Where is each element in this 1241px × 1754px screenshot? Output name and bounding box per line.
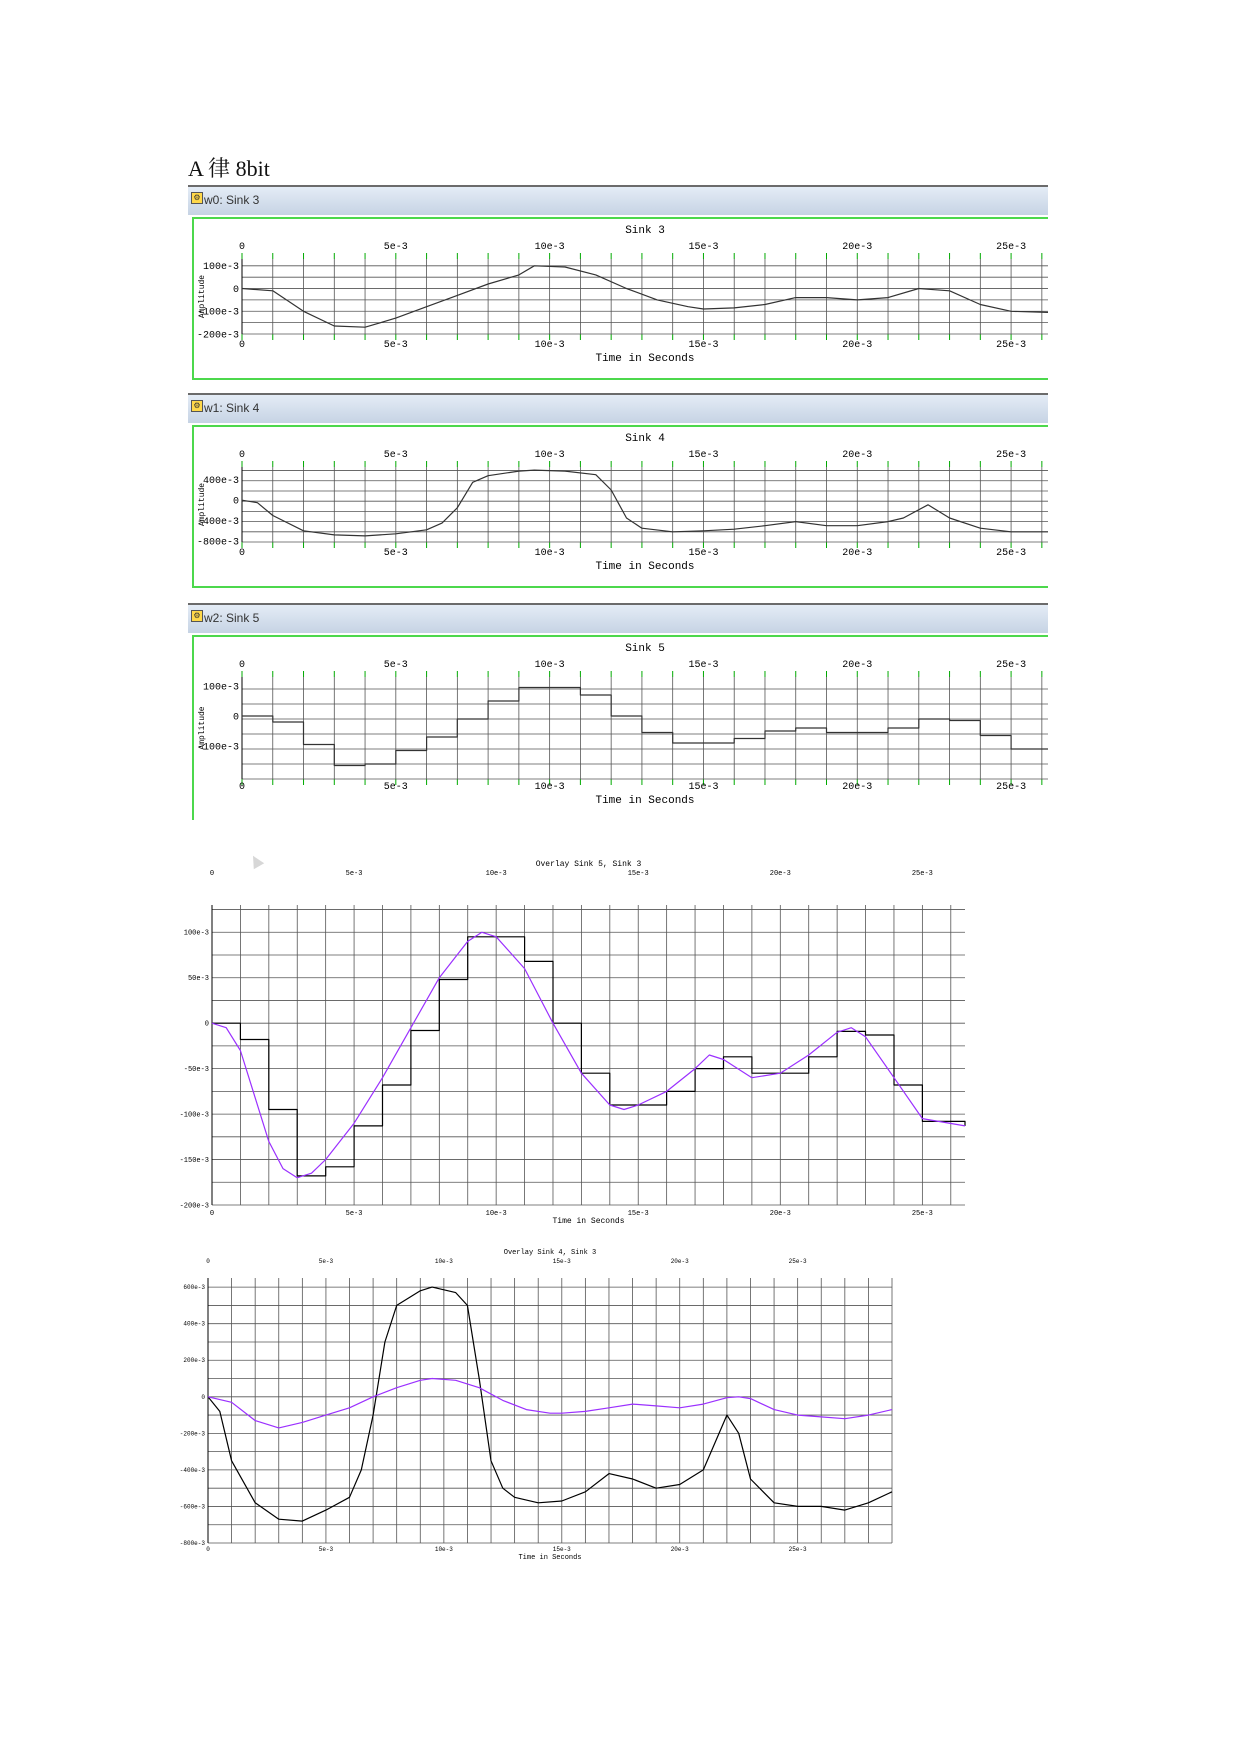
scope-panel-sink4: [188, 393, 1048, 588]
x-tick-label-bottom: 5e-3: [383, 340, 408, 351]
y-tick-label: -800e-3: [180, 1540, 205, 1547]
x-tick-label-bottom: 20e-3: [670, 1546, 689, 1553]
y-tick-label: 400e-3: [202, 476, 239, 488]
x-tick-label-top: 0: [238, 660, 246, 671]
panel-title: w1: Sink 4: [204, 401, 260, 415]
x-tick-label-bottom: 25e-3: [996, 548, 1027, 559]
x-tick-label-top: 0: [238, 242, 246, 253]
x-tick-label-top: 15e-3: [688, 242, 719, 253]
series-line-0: [242, 266, 1048, 327]
x-tick-label-bottom: 0: [238, 548, 246, 559]
plot-area: [192, 425, 1048, 588]
x-tick-label-bottom: 25e-3: [996, 782, 1027, 793]
x-tick-label-top: 25e-3: [911, 870, 933, 878]
x-tick-label-bottom: 5e-3: [318, 1546, 334, 1553]
panel-titlebar[interactable]: [188, 393, 1048, 423]
panel-title: w0: Sink 3: [204, 193, 260, 207]
x-tick-label-bottom: 20e-3: [842, 548, 873, 559]
y-tick-label: -200e-3: [196, 330, 239, 342]
x-tick-label-bottom: 5e-3: [383, 548, 408, 559]
x-axis-label: Time in Seconds: [518, 1554, 582, 1562]
x-tick-label-top: 5e-3: [345, 870, 363, 878]
x-tick-label-top: 15e-3: [688, 660, 719, 671]
x-tick-label-top: 20e-3: [769, 870, 791, 878]
x-tick-label-bottom: 0: [238, 340, 246, 351]
chart-title: Sink 4: [625, 433, 665, 445]
x-tick-label-bottom: 10e-3: [534, 548, 565, 559]
scope-window-icon: ⚙: [191, 610, 203, 622]
x-tick-label-top: 25e-3: [996, 450, 1027, 461]
chart-title: Sink 5: [625, 643, 665, 655]
y-tick-label: 100e-3: [202, 682, 239, 694]
sink4-chart: [194, 427, 1048, 587]
y-tick-label: 0: [204, 1020, 209, 1029]
document-heading: A 律 8bit: [188, 156, 270, 181]
y-tick-label: -50e-3: [183, 1065, 209, 1074]
x-tick-label-top: 25e-3: [996, 242, 1027, 253]
x-tick-label-top: 10e-3: [534, 450, 565, 461]
y-tick-label: 100e-3: [202, 262, 239, 274]
x-tick-label-bottom: 25e-3: [788, 1546, 807, 1553]
series-line-0: [242, 470, 1048, 536]
x-tick-label-bottom: 10e-3: [534, 340, 565, 351]
y-tick-label: 100e-3: [183, 929, 209, 938]
x-tick-label-top: 25e-3: [788, 1258, 807, 1265]
x-tick-label-top: 5e-3: [318, 1258, 334, 1265]
x-tick-label-bottom: 5e-3: [345, 1210, 363, 1218]
panel-titlebar[interactable]: [188, 603, 1048, 633]
x-tick-label-top: 10e-3: [485, 870, 507, 878]
x-axis-label: Time in Seconds: [552, 1217, 625, 1225]
x-tick-label-bottom: 25e-3: [996, 340, 1027, 351]
y-axis-label: Amplitude: [198, 274, 207, 319]
y-axis-label: Amplitude: [198, 482, 207, 527]
x-tick-label-top: 5e-3: [383, 450, 408, 461]
x-tick-label-top: 20e-3: [842, 660, 873, 671]
x-tick-label-bottom: 20e-3: [769, 1210, 791, 1218]
x-tick-label-bottom: 20e-3: [842, 340, 873, 351]
x-tick-label-bottom: 15e-3: [688, 340, 719, 351]
series-line-0: [242, 688, 1048, 766]
overlay-sink5-sink3-chart: [180, 855, 970, 1225]
y-tick-label: -150e-3: [180, 1156, 209, 1165]
x-tick-label-top: 5e-3: [383, 242, 408, 253]
y-tick-label: 600e-3: [183, 1284, 205, 1292]
x-tick-label-bottom: 10e-3: [434, 1546, 453, 1553]
x-tick-label-bottom: 10e-3: [534, 782, 565, 793]
y-tick-label: -100e-3: [180, 1111, 209, 1120]
y-tick-label: 0: [201, 1393, 205, 1401]
x-axis-label: Time in Seconds: [595, 353, 695, 365]
plot-area: [192, 635, 1048, 820]
panel-title: w2: Sink 5: [204, 611, 260, 625]
series-line-0: [208, 1287, 892, 1521]
x-axis-label: Time in Seconds: [595, 561, 695, 573]
x-tick-label-top: 10e-3: [534, 242, 565, 253]
series-line-0: [212, 937, 965, 1176]
chart-title: Sink 3: [625, 225, 665, 237]
x-tick-label-top: 10e-3: [534, 660, 565, 671]
y-tick-label: 200e-3: [183, 1357, 205, 1365]
series-line-1: [212, 932, 965, 1177]
x-tick-label-top: 20e-3: [842, 242, 873, 253]
y-tick-label: -600e-3: [180, 1503, 205, 1511]
scope-panel-sink5: [188, 603, 1048, 820]
x-tick-label-top: 10e-3: [434, 1258, 453, 1265]
x-tick-label-bottom: 0: [206, 1546, 210, 1553]
x-tick-label-bottom: 0: [238, 782, 246, 793]
series-line-1: [208, 1379, 892, 1428]
sink3-chart: [194, 219, 1048, 379]
x-tick-label-bottom: 15e-3: [552, 1546, 571, 1553]
y-tick-label: -200e-3: [180, 1202, 209, 1211]
x-tick-label-bottom: 15e-3: [627, 1210, 649, 1218]
x-tick-label-top: 0: [206, 1258, 210, 1265]
chart-title: Overlay Sink 4, Sink 3: [503, 1249, 597, 1257]
plot-area: [192, 217, 1048, 380]
x-tick-label-top: 20e-3: [670, 1258, 689, 1265]
chart-title: Overlay Sink 5, Sink 3: [535, 860, 642, 869]
x-tick-label-top: 0: [209, 870, 215, 878]
y-tick-label: 0: [232, 712, 239, 724]
panel-titlebar[interactable]: [188, 185, 1048, 215]
x-tick-label-bottom: 5e-3: [383, 782, 408, 793]
x-tick-label-bottom: 10e-3: [485, 1210, 507, 1218]
y-tick-label: -400e-3: [180, 1466, 205, 1474]
y-tick-label: 0: [232, 284, 239, 296]
x-tick-label-bottom: 15e-3: [688, 548, 719, 559]
x-tick-label-bottom: 25e-3: [911, 1210, 933, 1218]
y-axis-label: Amplitude: [198, 706, 207, 750]
y-tick-label: -100e-3: [196, 742, 239, 754]
x-tick-label-top: 20e-3: [842, 450, 873, 461]
x-axis-label: Time in Seconds: [595, 795, 695, 807]
sink5-chart: [194, 637, 1048, 820]
y-tick-label: -100e-3: [196, 307, 239, 319]
scope-window-icon: ⚙: [191, 400, 203, 412]
x-tick-label-bottom: 15e-3: [688, 782, 719, 793]
x-tick-label-top: 25e-3: [996, 660, 1027, 671]
x-tick-label-top: 5e-3: [383, 660, 408, 671]
y-tick-label: 400e-3: [183, 1320, 205, 1328]
scope-window-icon: ⚙: [191, 192, 203, 204]
x-tick-label-top: 15e-3: [552, 1258, 571, 1265]
x-tick-label-top: 15e-3: [627, 870, 649, 878]
x-tick-label-top: 15e-3: [688, 450, 719, 461]
y-tick-label: -800e-3: [196, 537, 239, 549]
scope-panel-sink3: [188, 185, 1048, 380]
y-tick-label: -400e-3: [196, 516, 239, 528]
x-tick-label-bottom: 0: [209, 1210, 215, 1218]
y-tick-label: 0: [232, 496, 239, 508]
x-tick-label-top: 0: [238, 450, 246, 461]
y-tick-label: -200e-3: [180, 1430, 205, 1438]
x-tick-label-bottom: 20e-3: [842, 782, 873, 793]
y-tick-label: 50e-3: [187, 975, 209, 984]
overlay-sink4-sink3-chart: [180, 1245, 900, 1565]
